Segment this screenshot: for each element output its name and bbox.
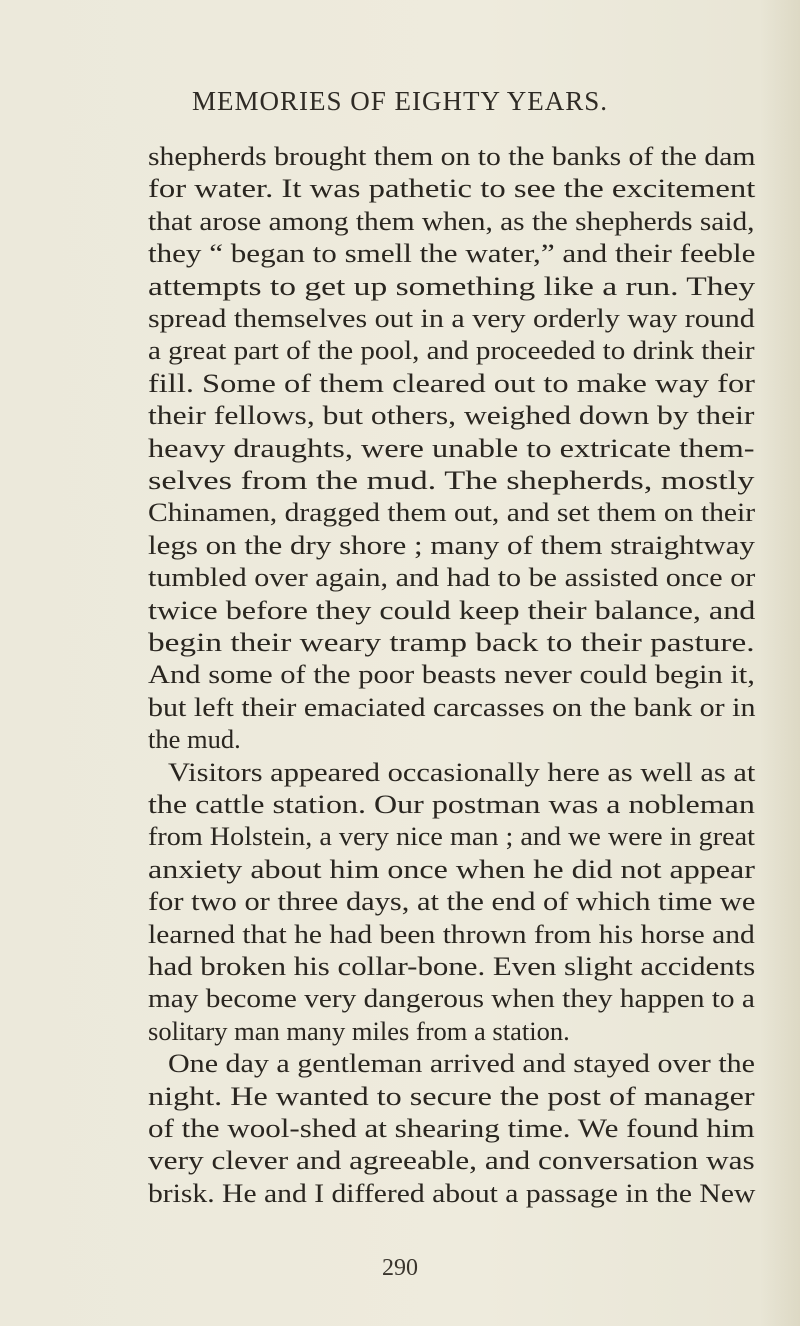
text-line: for water. It was pathetic to see the excitement	[148, 173, 756, 204]
text-line: And some of the poor beasts never could begin it,	[148, 659, 755, 690]
text-line: One day a gentleman arrived and stayed over the	[168, 1048, 756, 1079]
text-line: learned that he had been thrown from his horse and	[148, 918, 755, 949]
text-line: spread themselves out in a very orderly way round	[148, 303, 755, 333]
text-line: fill. Some of them cleared out to make way for	[148, 367, 755, 398]
text-line: Visitors appeared occasionally here as well as at	[168, 756, 756, 787]
text-line: but left their emaciated carcasses on the bank or in	[148, 691, 756, 722]
text-line: a great part of the pool, and proceeded to drink their	[148, 335, 755, 366]
text-line: solitary man many miles from a station.	[148, 1015, 570, 1046]
text-line: night. He wanted to secure the post of manager	[148, 1080, 755, 1111]
text-line: very clever and agreeable, and conversation was	[148, 1145, 755, 1176]
text-line: that arose among them when, as the shepherds said,	[148, 205, 755, 236]
text-line: tumbled over again, and had to be assisted once or	[148, 562, 756, 593]
running-head: MEMORIES OF EIGHTY YEARS.	[191, 86, 608, 116]
text-line: Chinamen, dragged them out, and set them on their	[148, 497, 756, 528]
page-edge-shadow	[760, 0, 800, 1326]
text-line: attempts to get up something like a run. They	[148, 270, 756, 301]
text-line: had broken his collar-bone. Even slight accidents	[148, 951, 756, 981]
text-line: shepherds brought them on to the banks of the dam	[148, 141, 756, 171]
text-line: heavy draughts, were unable to extricate them-	[148, 432, 755, 463]
text-line: of the wool-shed at shearing time. We found him	[148, 1113, 755, 1143]
text-line: begin their weary tramp back to their pasture.	[148, 627, 755, 657]
page-number: 290	[382, 1255, 418, 1281]
text-line: for two or three days, at the end of which time we	[148, 886, 756, 917]
text-line: the cattle station. Our postman was a nobleman	[148, 789, 755, 819]
text-line: legs on the dry shore ; many of them straightway	[148, 529, 755, 560]
text-line: selves from the mud. The shepherds, mostly	[148, 465, 755, 495]
text-line: twice before they could keep their balance, and	[148, 594, 756, 625]
text-line: the mud.	[148, 724, 241, 755]
text-line: may become very dangerous when they happen to a	[148, 983, 755, 1014]
text-line: they “ began to smell the water,” and their feeble	[148, 238, 756, 269]
text-line: brisk. He and I differed about a passage in the New	[148, 1177, 756, 1208]
text-line: their fellows, but others, weighed down by their	[148, 400, 755, 431]
text-line: anxiety about him once when he did not appear	[148, 853, 755, 884]
text-line: from Holstein, a very nice man ; and we were in great	[148, 821, 755, 852]
